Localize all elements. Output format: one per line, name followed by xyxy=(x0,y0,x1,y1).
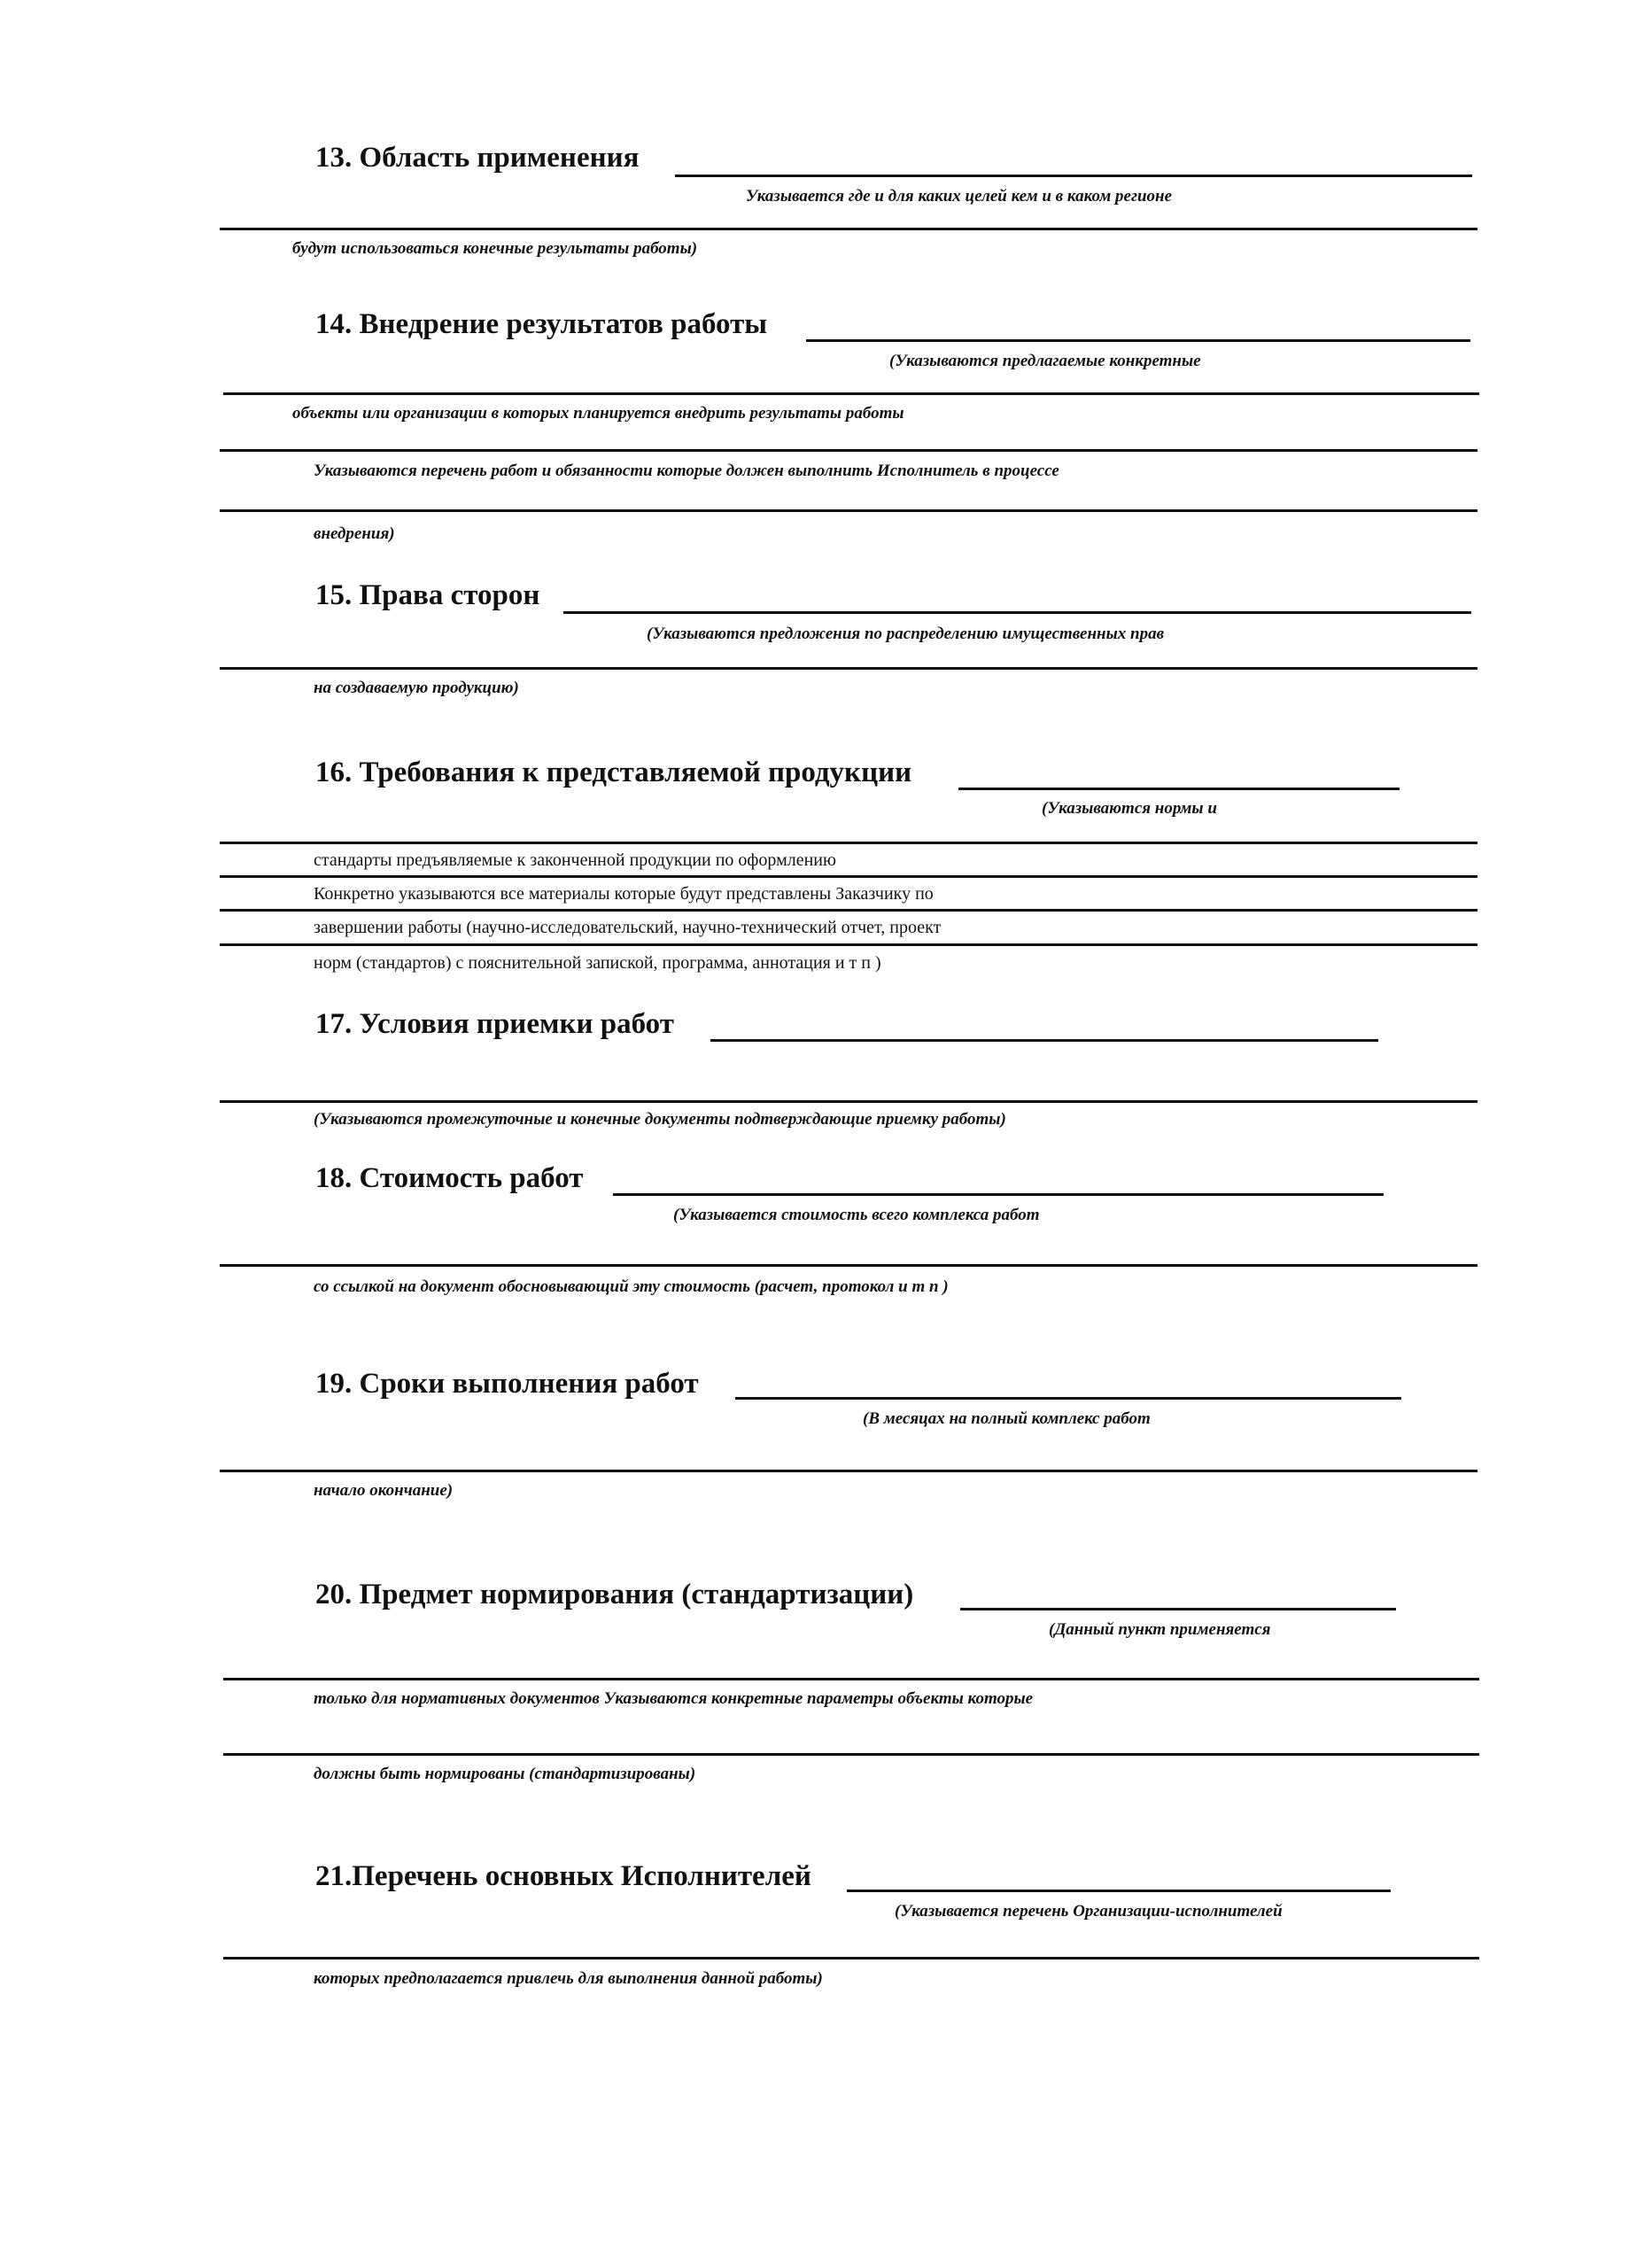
section-13-hint-2: будут использоваться конечные результаты работы) xyxy=(292,239,698,258)
section-20-hint-3: должны быть нормированы (стандартизированы) xyxy=(314,1765,696,1783)
section-18-heading: 18. Стоимость работ xyxy=(315,1162,584,1194)
section-18-fill-line xyxy=(613,1193,1384,1196)
section-16-line-5 xyxy=(220,943,1477,946)
section-14-fill-line xyxy=(806,339,1470,342)
section-16-line-4 xyxy=(220,909,1477,912)
section-16-text-4: норм (стандартов) с пояснительной запиской, программа, аннотация и т п ) xyxy=(314,953,881,973)
section-16-heading: 16. Требования к представляемой продукции xyxy=(315,757,912,788)
section-19-fill-line xyxy=(735,1397,1401,1400)
section-18-line-2 xyxy=(220,1264,1477,1267)
section-16-text-2: Конкретно указываются все материалы которые будут представлены Заказчику по xyxy=(314,884,934,904)
section-20-line-3 xyxy=(223,1753,1479,1756)
section-13-line-2 xyxy=(220,228,1477,230)
section-17-hint: (Указываются промежуточные и конечные документы подтверждающие приемку работы) xyxy=(314,1110,1006,1129)
section-16-text-3: завершении работы (научно-исследовательский, научно-технический отчет, проект xyxy=(314,918,942,937)
section-15-line-2 xyxy=(220,667,1477,670)
section-17-line-2 xyxy=(220,1100,1477,1103)
section-18-hint: (Указывается стоимость всего комплекса работ xyxy=(673,1206,1040,1224)
section-19-hint: (В месяцах на полный комплекс работ xyxy=(863,1409,1151,1428)
section-15-hint: (Указываются предложения по распределению имущественных прав xyxy=(647,625,1165,643)
section-21-hint: (Указывается перечень Организации-исполнителей xyxy=(895,1902,1283,1921)
section-19-heading: 19. Сроки выполнения работ xyxy=(315,1368,699,1400)
section-15-hint-2: на создаваемую продукцию) xyxy=(314,679,519,697)
section-15-fill-line xyxy=(563,611,1471,614)
section-14-line-4 xyxy=(220,509,1477,512)
section-14-hint: (Указываются предлагаемые конкретные xyxy=(889,352,1201,370)
section-16-line-3 xyxy=(220,875,1477,878)
section-16-fill-line xyxy=(958,788,1400,790)
section-20-hint: (Данный пункт применяется xyxy=(1049,1620,1271,1639)
section-21-heading: 21.Перечень основных Исполнителей xyxy=(315,1860,811,1892)
section-16-text-1: стандарты предъявляемые к законченной продукции по оформлению xyxy=(314,850,836,870)
section-19-hint-2: начало окончание) xyxy=(314,1481,454,1500)
section-13-fill-line xyxy=(675,175,1472,177)
section-16-line-2 xyxy=(220,842,1477,844)
section-18-hint-2: со ссылкой на документ обосновывающий эту стоимость (расчет, протокол и т п ) xyxy=(314,1277,949,1296)
section-21-hint-2: которых предполагается привлечь для выполнения данной работы) xyxy=(314,1969,823,1988)
section-20-hint-2: только для нормативных документов Указываются конкретные параметры объекты которые xyxy=(314,1689,1034,1708)
section-14-hint-3: Указываются перечень работ и обязанности которые должен выполнить Исполнитель в процессе xyxy=(314,462,1059,480)
section-20-heading: 20. Предмет нормирования (стандартизации) xyxy=(315,1579,914,1610)
section-14-line-3 xyxy=(220,449,1477,452)
section-20-line-2 xyxy=(223,1678,1479,1680)
section-21-line-2 xyxy=(223,1957,1479,1959)
section-20-fill-line xyxy=(960,1608,1396,1610)
section-17-heading: 17. Условия приемки работ xyxy=(315,1008,674,1040)
section-13-hint: Указывается где и для каких целей кем и в каком регионе xyxy=(746,187,1173,206)
section-16-hint: (Указываются нормы и xyxy=(1042,799,1217,818)
section-13-heading: 13. Область применения xyxy=(315,142,640,174)
section-19-line-2 xyxy=(220,1470,1477,1472)
section-14-line-2 xyxy=(223,392,1479,395)
section-21-fill-line xyxy=(847,1890,1391,1892)
section-15-heading: 15. Права сторон xyxy=(315,579,540,611)
section-14-hint-2: объекты или организации в которых планируется внедрить результаты работы xyxy=(292,404,904,423)
section-14-hint-4: внедрения) xyxy=(314,524,395,543)
section-14-heading: 14. Внедрение результатов работы xyxy=(315,308,768,340)
section-17-fill-line xyxy=(710,1039,1378,1042)
